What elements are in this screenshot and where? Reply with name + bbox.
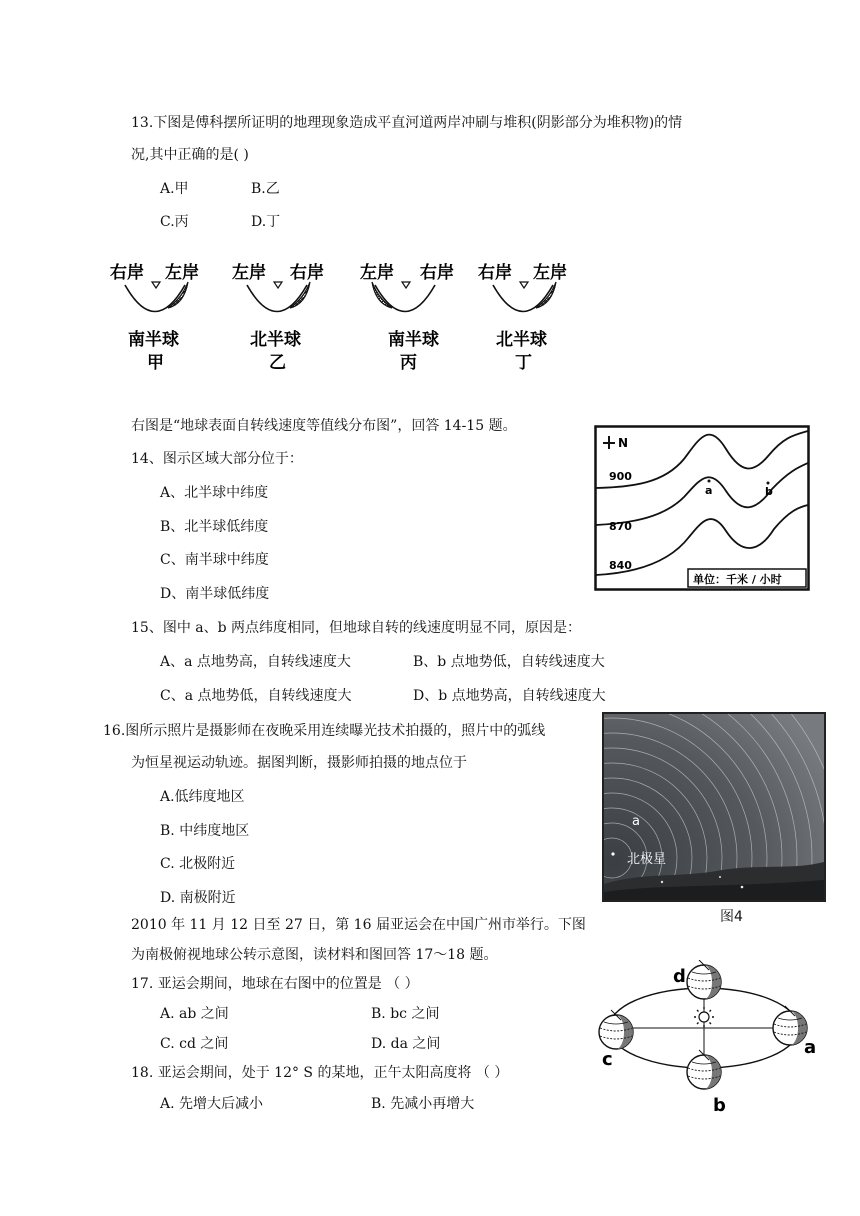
q15-option-b: B、b 点地势低，自转线速度大: [413, 654, 605, 670]
bing-name: 丙: [400, 353, 417, 373]
bing-left-bank: 左岸: [360, 263, 394, 283]
jia-right-bank: 左岸: [165, 263, 199, 283]
q14-option-b: B、北半球低纬度: [160, 519, 269, 535]
contour-label-870: 870: [609, 520, 632, 533]
orbit-diagram: [594, 960, 824, 1120]
q13-stem-line1: 13.下图是傅科摆所证明的地理现象造成平直河道两岸冲刷与堆积(阴影部分为堆积物)的情: [131, 115, 683, 131]
orbit-label-d: d: [673, 966, 686, 987]
star-trail-svg: [602, 712, 826, 902]
q18-stem: 18. 亚运会期间，处于 12° S 的某地，正午太阳高度将 （ ）: [131, 1065, 509, 1081]
orbit-label-a: a: [804, 1037, 817, 1058]
intro-17-18-line1: 2010 年 11 月 12 日至 27 日，第 16 届亚运会在中国广州市举行。下图: [131, 917, 586, 933]
jia-hemisphere: 南半球: [128, 330, 179, 350]
q14-option-d: D、南半球低纬度: [160, 586, 270, 602]
contour-map-svg: [594, 425, 810, 591]
q17-option-d: D. da 之间: [371, 1036, 441, 1052]
intro-17-18-line2: 为南极俯视地球公转示意图，读材料和图回答 17～18 题。: [131, 947, 498, 963]
q13-option-c: C.丙: [160, 214, 189, 230]
q15-option-a: A、a 点地势高，自转线速度大: [160, 654, 351, 670]
q13-stem-line2: 况,其中正确的是( ): [131, 147, 249, 163]
q18-option-b: B. 先减小再增大: [371, 1096, 475, 1112]
q18-option-a: A. 先增大后减小: [160, 1096, 264, 1112]
jia-left-bank: 右岸: [110, 263, 144, 283]
q17-option-b: B. bc 之间: [371, 1006, 440, 1022]
earth-a: [773, 1006, 807, 1045]
q14-option-c: C、南半球中纬度: [160, 552, 269, 568]
point-b-label: b: [765, 485, 773, 498]
q15-stem: 15、图中 a、b 两点纬度相同，但地球自转的线速度明显不同，原因是：: [131, 620, 582, 636]
yi-hemisphere: 北半球: [250, 330, 301, 350]
river-diagrams: [105, 258, 585, 378]
contour-label-840: 840: [609, 559, 632, 572]
yi-name: 乙: [269, 353, 286, 373]
star-trail-photo: [602, 712, 826, 902]
q16-option-a: A.低纬度地区: [160, 789, 245, 805]
orbit-label-c: c: [602, 1049, 613, 1070]
earth-d: [687, 960, 721, 999]
photo-label-a: a: [632, 814, 640, 829]
q16-option-b: B. 中纬度地区: [160, 823, 250, 839]
q15-option-c: C、a 点地势低，自转线速度大: [160, 688, 352, 704]
river-diagrams-svg: [105, 258, 585, 378]
earth-b: [687, 1050, 721, 1089]
q13-option-b: B.乙: [251, 181, 280, 197]
q13-option-d: D.丁: [251, 214, 281, 230]
intro-14-15: 右图是“地球表面自转线速度等值线分布图”，回答 14-15 题。: [131, 418, 517, 434]
diagram-jia: [110, 262, 199, 373]
diagram-bing: [360, 262, 454, 373]
q17-option-c: C. cd 之间: [160, 1036, 229, 1052]
yi-left-bank: 左岸: [232, 263, 266, 283]
photo-label-polaris: 北极星: [627, 852, 667, 867]
ding-name: 丁: [515, 353, 532, 373]
contour-map: [594, 425, 810, 591]
jia-name: 甲: [147, 353, 164, 373]
diagram-ding: [478, 262, 567, 373]
q17-option-a: A. ab 之间: [160, 1006, 229, 1022]
q14-option-a: A、北半球中纬度: [160, 485, 269, 501]
polaris-dot: [611, 852, 614, 855]
contour-label-900: 900: [609, 470, 632, 483]
bing-right-bank: 右岸: [420, 263, 454, 283]
bing-hemisphere: 南半球: [388, 330, 439, 350]
ding-hemisphere: 北半球: [496, 330, 547, 350]
q14-stem: 14、图示区域大部分位于：: [131, 451, 303, 467]
q16-stem-line2: 为恒星视运动轨迹。据图判断，摄影师拍摄的地点位于: [131, 755, 467, 771]
orbit-svg: [594, 960, 824, 1120]
q16-option-d: D. 南极附近: [160, 890, 236, 906]
q16-stem-line1: 16.图所示照片是摄影师在夜晚采用连续曝光技术拍摄的，照片中的弧线: [103, 723, 546, 739]
yi-right-bank: 右岸: [290, 263, 324, 283]
q17-stem: 17. 亚运会期间，地球在右图中的位置是 （ ）: [131, 976, 419, 992]
ding-right-bank: 左岸: [533, 263, 567, 283]
north-label: N: [618, 436, 629, 450]
earth-c: [599, 1010, 633, 1049]
diagram-yi: [232, 262, 324, 373]
photo-caption: 图4: [720, 909, 743, 925]
q15-option-d: D、b 点地势高，自转线速度大: [413, 688, 606, 704]
q16-option-c: C. 北极附近: [160, 856, 236, 872]
ding-left-bank: 右岸: [478, 263, 512, 283]
unit-label: 单位：千米 / 小时: [693, 573, 782, 586]
orbit-label-b: b: [713, 1095, 726, 1116]
q13-option-a: A.甲: [160, 181, 189, 197]
point-a-label: a: [705, 484, 713, 497]
